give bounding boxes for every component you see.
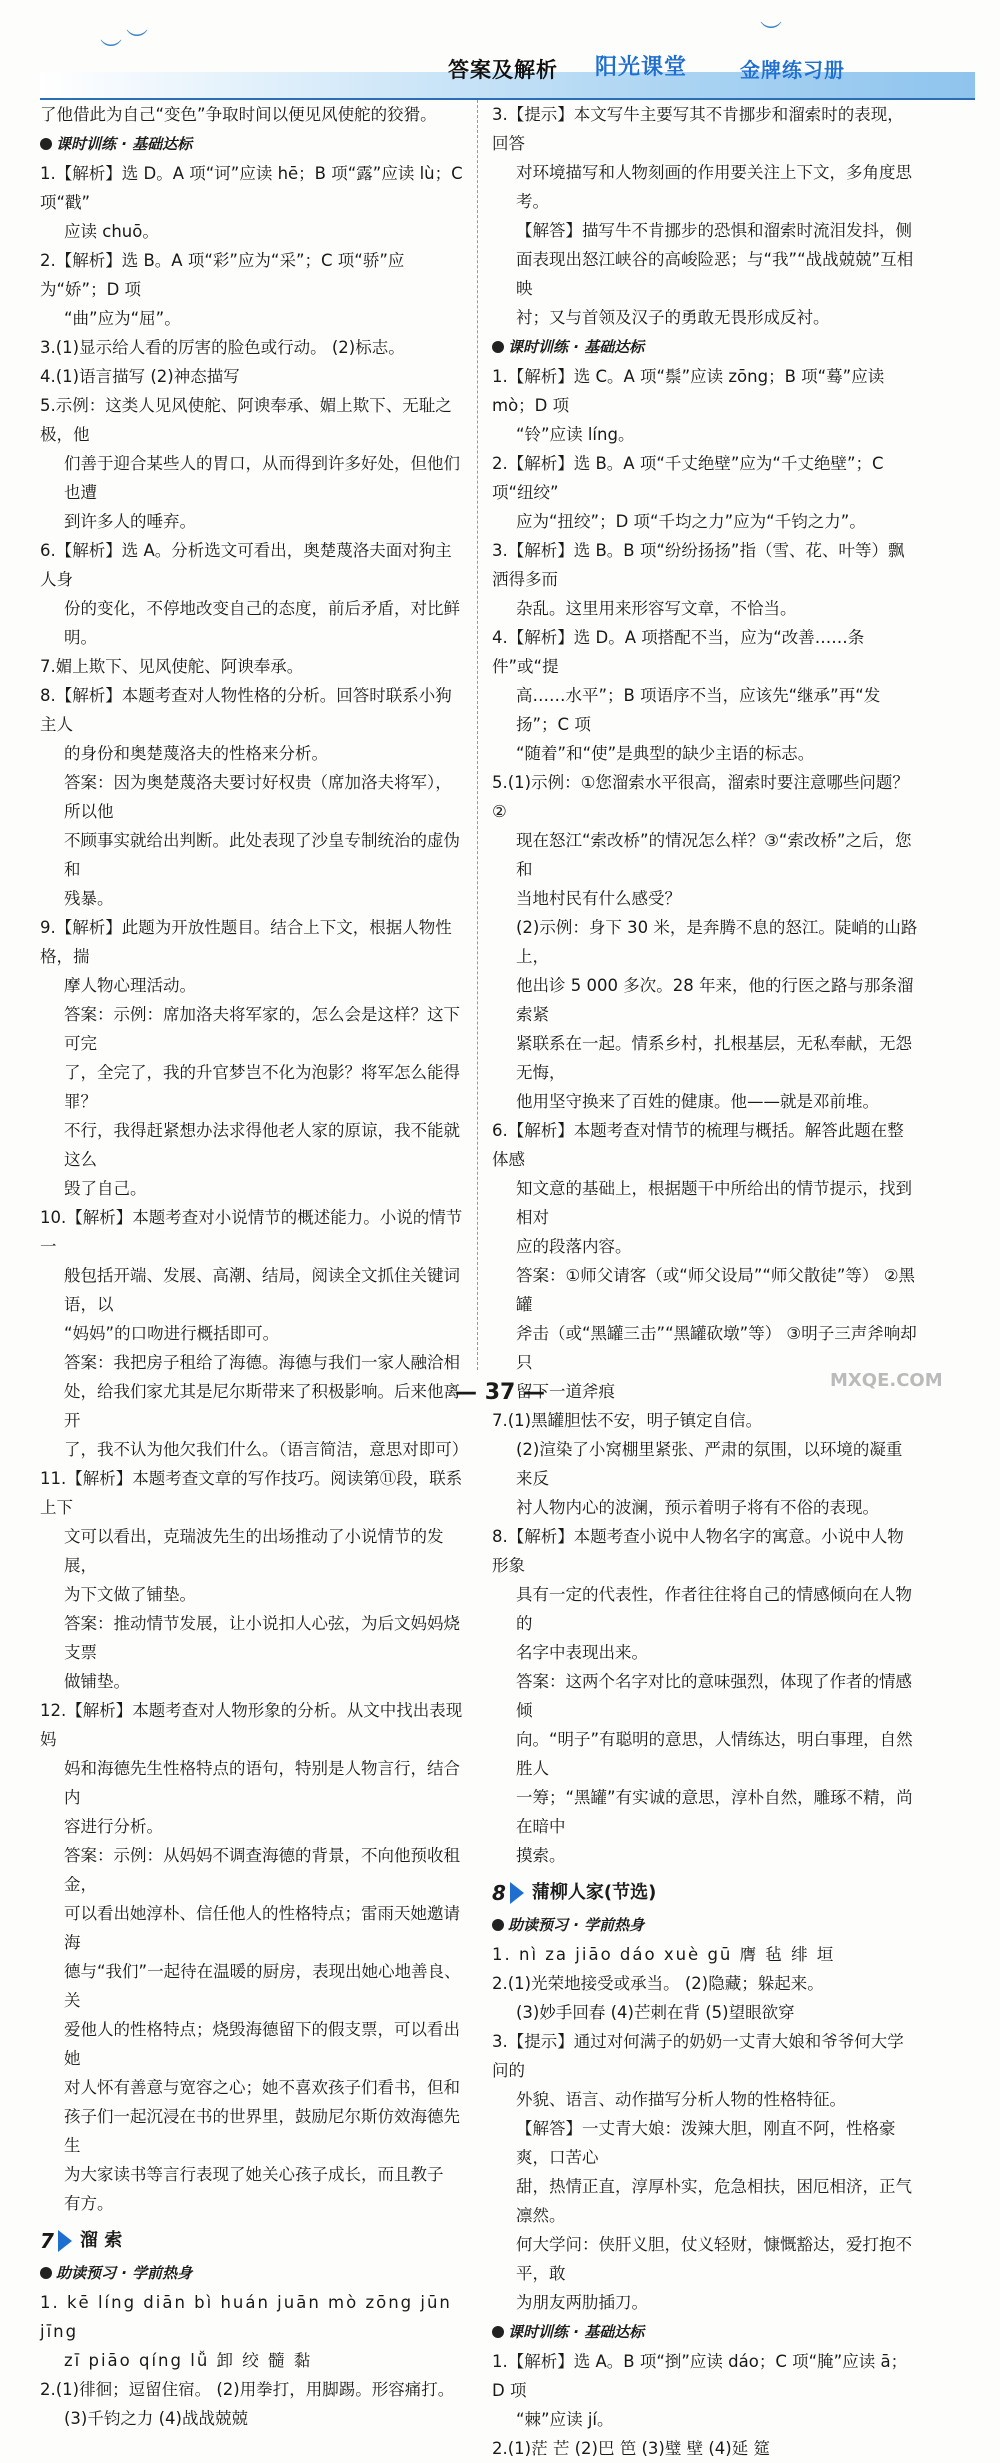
answer-line: (3)千钧之力 (4)战战兢兢: [64, 2409, 248, 2428]
answer-line: 他用坚守换来了百姓的健康。他——就是邓前堆。: [516, 1092, 879, 1111]
section-heading: [492, 334, 918, 360]
answer-line: 可以看出她淳朴、信任他人的性格特点；雷雨天她邀请海: [64, 1904, 460, 1952]
answer-line: 10.【解析】本题考查对小说情节的概述能力。小说的情节一: [40, 1208, 463, 1256]
section-bullet-icon: [492, 1919, 504, 1931]
answer-line: 为大家读书等言行表现了她关心孩子成长，而且教子: [64, 2165, 444, 2184]
answer-line: 1.【解析】选 A。B 项“捯”应读 dáo；C 项“腌”应读 ā；D 项: [492, 2352, 908, 2400]
answer-line: 为朋友两肋插刀。: [516, 2293, 648, 2312]
answer-line: 妈和海德先生性格特点的语句，特别是人物言行，结合内: [64, 1759, 460, 1807]
answer-line: 一筹；“黑罐”有实诚的意思，淳朴自然，雕琢不精，尚在暗中: [516, 1788, 913, 1836]
answer-line: 毁了自己。: [64, 1179, 147, 1198]
right-column: [492, 100, 918, 2463]
section-heading: [40, 131, 466, 157]
section-bullet-icon: [492, 341, 504, 353]
answer-line: 斧击（或“黑罐三击”“黑罐砍墩”等） ③明子三声斧响却只: [516, 1324, 917, 1372]
chapter-number: 7: [40, 2229, 54, 2253]
left-column: [40, 100, 469, 2433]
section-heading: [40, 2260, 466, 2286]
answer-line: 8.【解析】本题考查对人物性格的分析。回答时联系小狗主人: [40, 686, 452, 734]
answer-line: (3)妙手回春 (4)芒刺在背 (5)望眼欲穿: [516, 2003, 795, 2022]
answer-line: 甜，热情正直，淳厚朴实，危急相扶，困厄相济，正气凛然。: [516, 2177, 912, 2225]
answer-line: 当地村民有什么感受？: [516, 889, 681, 908]
answer-line: 对环境描写和人物刻画的作用要关注上下文，多角度思考。: [516, 163, 912, 211]
answer-line: 5.示例：这类人见风使舵、阿谀奉承、媚上欺下、无耻之极，他: [40, 396, 452, 444]
answer-line: “妈妈”的口吻进行概括即可。: [64, 1324, 280, 1343]
answer-line: 知文意的基础上，根据题干中所给出的情节提示，找到相对: [516, 1179, 912, 1227]
answer-line: 容进行分析。: [64, 1817, 163, 1836]
answer-line: 2.【解析】选 B。A 项“彩”应为“采”；C 项“骄”应为“娇”；D 项: [40, 251, 405, 299]
column-divider: [477, 100, 478, 1370]
answer-line: 有方。: [64, 2194, 114, 2213]
answer-line: 对人怀有善意与宽容之心；她不喜欢孩子们看书，但和: [64, 2078, 460, 2097]
answer-line: 应为“扭绞”；D 项“千均之力”应为“千钧之力”。: [516, 512, 866, 531]
chapter-title: 溜 索: [79, 2230, 123, 2251]
answer-line: 为下文做了铺垫。: [64, 1585, 196, 1604]
answer-line: 3.【解析】选 B。B 项“纷纷扬扬”指（雪、花、叶等）飘洒得多而: [492, 541, 905, 589]
section-heading-text: 助读预习 · 学前热身: [508, 1916, 645, 1934]
answer-line: 德与“我们”一起待在温暖的厨房，表现出她心地善良、关: [64, 1962, 461, 2010]
answer-line: 答案：推动情节发展，让小说扣人心弦，为后文妈妈烧支票: [64, 1614, 460, 1662]
section-heading-text: 助读预习 · 学前热身: [56, 2264, 193, 2282]
page-header: [40, 14, 975, 94]
answer-line: 答案：示例：席加洛夫将军家的，怎么会是这样？这下可完: [64, 1005, 460, 1053]
answer-line: 们善于迎合某些人的胃口，从而得到许多好处，但他们也遭: [64, 454, 460, 502]
header-brand: 阳光课堂: [595, 55, 688, 80]
section-bullet-icon: [40, 2267, 52, 2279]
answer-line: 2.(1)光荣地接受或承当。 (2)隐藏；躲起来。: [492, 1974, 824, 1993]
answer-line: 答案：①师父请客（或“师父设局”“师父散徒”等） ②黑罐: [516, 1266, 916, 1314]
answer-line: “曲”应为“屈”。: [64, 309, 181, 328]
answer-line: 3.【提示】本文写牛主要写其不肯挪步和溜索时的表现，回答: [492, 105, 904, 153]
section-bullet-icon: [492, 2326, 504, 2338]
answer-line: 衬人物内心的波澜，预示着明子将有不俗的表现。: [516, 1498, 879, 1517]
answer-line: 5.(1)示例：①您溜索水平很高，溜索时要注意哪些问题？②: [492, 773, 909, 821]
answer-line: 3.【提示】通过对何满子的奶奶一丈青大娘和爷爷何大学问的: [492, 2032, 904, 2080]
answer-line: 到许多人的唾弃。: [64, 512, 196, 531]
answer-line: 1.【解析】选 D。A 项“诃”应读 hē；B 项“露”应读 lù；C 项“戳”: [40, 164, 463, 212]
answer-line: 9.【解析】此题为开放性题目。结合上下文，根据人物性格，揣: [40, 918, 452, 966]
answer-line: 摩人物心理活动。: [64, 976, 196, 995]
section-heading-text: 课时训练 · 基础达标: [508, 338, 645, 356]
bird-icon: ︶: [126, 29, 149, 54]
answer-line: 处，给我们家尤其是尼尔斯带来了积极影响。后来他离开: [64, 1382, 460, 1430]
answer-line: 了，全完了，我的升官梦岂不化为泡影？将军怎么能得罪？: [64, 1063, 460, 1111]
bird-icon: ︶: [100, 39, 123, 64]
answer-line: 不行，我得赶紧想办法求得他老人家的原谅，我不能就这么: [64, 1121, 460, 1169]
answer-line: 高……水平”；B 项语序不当，应该先“继承”再“发扬”；C 项: [516, 686, 881, 734]
section-bullet-icon: [40, 138, 52, 150]
answer-line: 不顾事实就给出判断。此处表现了沙皇专制统治的虚伪和: [64, 831, 460, 879]
header-subtitle: 金牌练习册: [740, 58, 845, 82]
answer-line: 2.【解析】选 B。A 项“千丈绝壁”应为“千丈绝壁”；C 项“纽绞”: [492, 454, 884, 502]
answer-line: “随着”和“使”是典型的缺少主语的标志。: [516, 744, 815, 763]
answer-line: 面表现出怒江峡谷的高峻险恶；与“我”“战战兢兢”互相映: [516, 250, 914, 298]
header-title: 答案及解析: [448, 58, 558, 82]
answer-line: 具有一定的代表性，作者往往将自己的情感倾向在人物的: [516, 1585, 912, 1633]
answer-line: 11.【解析】本题考查文章的写作技巧。阅读第⑪段，联系上下: [40, 1469, 463, 1517]
answer-line: 3.(1)显示给人看的厉害的脸色或行动。 (2)标志。: [40, 338, 405, 357]
answer-line: 答案：这两个名字对比的意味强烈，体现了作者的情感倾: [516, 1672, 912, 1720]
section-heading: [492, 1912, 918, 1938]
answer-line: 了，我不认为他欠我们什么。（语言简洁，意思对即可）: [64, 1440, 469, 1459]
chapter-title: 蒲柳人家(节选): [531, 1882, 657, 1903]
answer-line: 6.【解析】选 A。分析选文可看出，奥楚蔑洛夫面对狗主人身: [40, 541, 452, 589]
answer-line: 答案：我把房子租给了海德。海德与我们一家人融洽相: [64, 1353, 460, 1372]
pinyin-line: 1. kē líng diān bì huán juān mò zōng jūn jīng: [40, 2293, 452, 2341]
answer-line: 向。“明子”有聪明的意思，人情练达，明白事理，自然胜人: [516, 1730, 913, 1778]
page-number: — 37 —: [455, 1380, 545, 1405]
answer-line: (2)渲染了小窝棚里紧张、严肃的氛围，以环境的凝重来反: [516, 1440, 903, 1488]
answer-line: 12.【解析】本题考查对人物形象的分析。从文中找出表现妈: [40, 1701, 463, 1749]
answer-line: 4.(1)语言描写 (2)神态描写: [40, 367, 240, 386]
answer-line: 衬；又与首领及汉子的勇敢无畏形成反衬。: [516, 308, 830, 327]
answer-line: “铃”应读 líng。: [516, 425, 635, 444]
answer-line: 答案：示例：从妈妈不调查海德的背景，不向他预收租金，: [64, 1846, 460, 1894]
chapter-heading: [40, 2226, 466, 2256]
answer-line: 2.(1)徘徊；逗留住宿。 (2)用拳打，用脚踢。形容痛打。: [40, 2380, 455, 2399]
answer-line: 4.【解析】选 D。A 项搭配不当，应为“改善……条件”或“提: [492, 628, 865, 676]
answer-line: 了他借此为自己“变色”争取时间以便见风使舵的狡猾。: [40, 105, 437, 124]
answer-line: 【解答】一丈青大娘：泼辣大胆，刚直不阿，性格豪爽，口苦心: [516, 2119, 896, 2167]
chapter-heading: [492, 1878, 918, 1908]
answer-line: 文可以看出，克瑞波先生的出场推动了小说情节的发展，: [64, 1527, 444, 1575]
answer-line: 何大学问：侠肝义胆，仗义轻财，慷慨豁达，爱打抱不平，敢: [516, 2235, 912, 2283]
answer-line: 7.(1)黑罐胆怯不安，明子镇定自信。: [492, 1411, 763, 1430]
answer-line: 摸索。: [516, 1846, 566, 1865]
answer-line: 的身份和奥楚蔑洛夫的性格来分析。: [64, 744, 328, 763]
answer-line: 外貌、语言、动作描写分析人物的性格特征。: [516, 2090, 846, 2109]
answer-line: 孩子们一起沉浸在书的世界里，鼓励尼尔斯仿效海德先生: [64, 2107, 460, 2155]
chapter-arrow-icon: [510, 1882, 524, 1904]
answer-line: 留下一道斧痕: [516, 1382, 615, 1401]
answer-line: 答案：因为奥楚蔑洛夫要讨好权贵（席加洛夫将军），所以他: [64, 773, 452, 821]
answer-line: 他出诊 5 000 多次。28 年来，他的行医之路与那条溜索紧: [516, 976, 914, 1024]
chapter-arrow-icon: [58, 2230, 72, 2252]
answer-line: 爱他人的性格特点；烧毁海德留下的假支票，可以看出她: [64, 2020, 460, 2068]
watermark: MXQE.COM: [830, 1370, 943, 1391]
answer-line: 杂乱。这里用来形容写文章，不恰当。: [516, 599, 797, 618]
answer-line: 应的段落内容。: [516, 1237, 632, 1256]
answer-line: 8.【解析】本题考查小说中人物名字的寓意。小说中人物形象: [492, 1527, 904, 1575]
answer-line: 名字中表现出来。: [516, 1643, 648, 1662]
bird-icon: ︶: [760, 21, 783, 46]
answer-line: 做铺垫。: [64, 1672, 130, 1691]
answer-line: 般包括开端、发展、高潮、结局，阅读全文抓住关键词语，以: [64, 1266, 460, 1314]
answer-line: (2)示例：身下 30 米，是奔腾不息的怒江。陡峭的山路上，: [516, 918, 918, 966]
pinyin-line: zī piāo qíng lǚ 卸 绞 髓 黏: [64, 2351, 313, 2370]
answer-line: 1.【解析】选 C。A 项“鬃”应读 zōng；B 项“蓦”应读 mò；D 项: [492, 367, 885, 415]
answer-line: 7.媚上欺下、见风使舵、阿谀奉承。: [40, 657, 304, 676]
answer-line: 份的变化，不停地改变自己的态度，前后矛盾，对比鲜明。: [64, 599, 460, 647]
answer-line: 2.(1)茫 芒 (2)巴 笆 (3)璧 壁 (4)延 筵: [492, 2439, 770, 2458]
chapter-number: 8: [492, 1881, 506, 1905]
answer-line: 6.【解析】本题考查对情节的梳理与概括。解答此题在整体感: [492, 1121, 904, 1169]
section-heading: [492, 2319, 918, 2345]
answer-line: 【解答】描写牛不肯挪步的恐惧和溜索时流泪发抖，侧: [516, 221, 912, 240]
answer-line: 紧联系在一起。情系乡村，扎根基层，无私奉献，无怨无悔，: [516, 1034, 912, 1082]
answer-line: 残暴。: [64, 889, 114, 908]
section-heading-text: 课时训练 · 基础达标: [56, 135, 193, 153]
pinyin-line: 1. nì za jiāo dáo xuè gū 膺 毡 绯 垣: [492, 1945, 836, 1964]
answer-line: 应读 chuō。: [64, 222, 159, 241]
section-heading-text: 课时训练 · 基础达标: [508, 2323, 645, 2341]
answer-line: 现在怒江“索改桥”的情况怎么样？③“索改桥”之后，您和: [516, 831, 912, 879]
answer-line: “棘”应读 jí。: [516, 2410, 614, 2429]
